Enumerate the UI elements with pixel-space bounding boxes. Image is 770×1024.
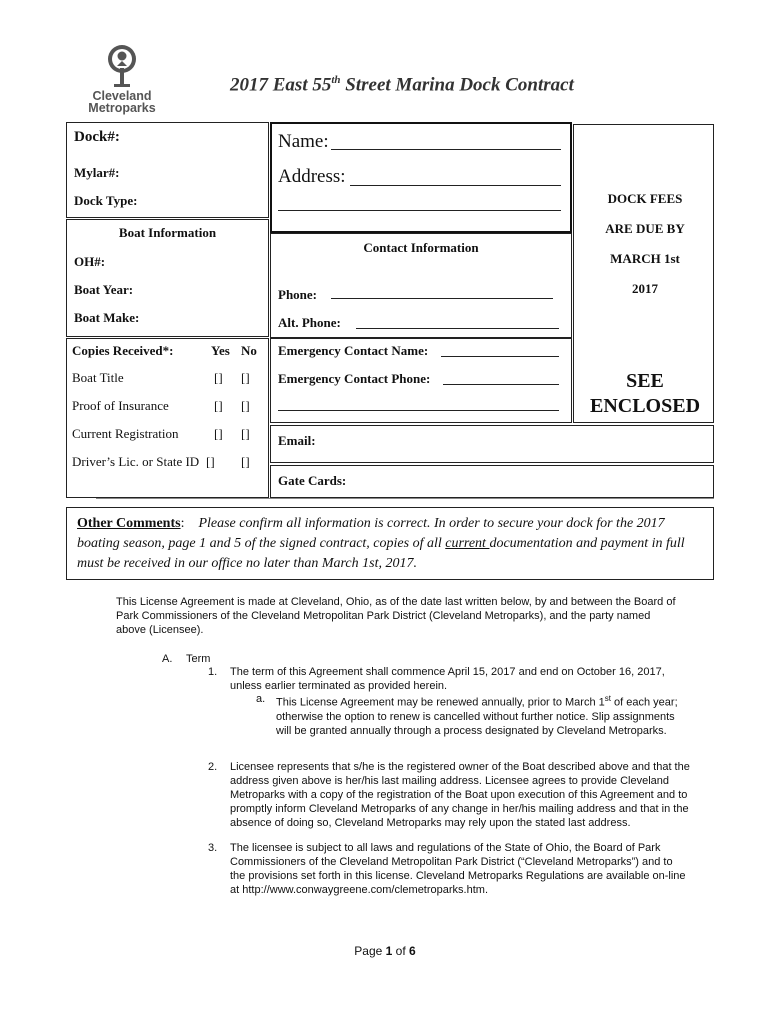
no-column-header: No: [241, 343, 257, 358]
copy-item-boat-title: Boat Title: [72, 370, 124, 385]
gate-cards-label: Gate Cards:: [278, 473, 347, 488]
yes-checkbox[interactable]: []: [214, 426, 223, 441]
copies-received-box: [66, 338, 269, 498]
other-comments-box: Other Comments: Please confirm all information is correct. In order to secure your dock for the 2017 boating season, page 1 and 5 of the signed contract, copies of all current documentation and payment in full must be received in our office no later than March 1st, 2017.: [66, 507, 714, 580]
item-1a-text: This License Agreement may be renewed annually, prior to March 1st of each year; otherwise the option to renew is cancelled without further notice. Slip assignments will be granted annually through a process designated by Cleveland Metroparks.: [276, 694, 678, 737]
emergency-contact-phone-label: Emergency Contact Phone:: [278, 371, 431, 386]
alt-phone-field[interactable]: [356, 328, 559, 329]
mylar-number-label: Mylar#:: [74, 165, 120, 180]
item-1-text: The term of this Agreement shall commence April 15, 2017 and end on October 16, 2017, unless earlier terminated as provided herein.: [230, 666, 665, 692]
yes-column-header: Yes: [211, 343, 230, 358]
phone-field[interactable]: [331, 298, 553, 299]
document-title: 2017 East 55th Street Marina Dock Contract: [230, 74, 574, 96]
other-comments-text: Please confirm all information is correct. In order to secure your dock for the 2017 boating season, page 1 and 5 of the signed contract, copies of all: [77, 516, 665, 551]
address-label: Address:: [278, 166, 346, 187]
email-label: Email:: [278, 433, 316, 448]
no-checkbox[interactable]: []: [241, 454, 250, 469]
divider: [96, 498, 714, 499]
tree-icon: [107, 44, 137, 88]
item-1-number: 1.: [208, 666, 218, 678]
emergency-contact-name-field[interactable]: [441, 356, 559, 357]
logo-word-1: Cleveland: [92, 89, 152, 103]
emergency-contact-name-label: Emergency Contact Name:: [278, 343, 429, 358]
yes-checkbox[interactable]: []: [214, 370, 223, 385]
boat-year-label: Boat Year:: [74, 282, 134, 297]
phone-label: Phone:: [278, 287, 317, 302]
address-field[interactable]: [350, 185, 561, 186]
address-field-line-2[interactable]: [278, 210, 561, 211]
email-box: [270, 425, 714, 463]
dock-number-label: Dock#:: [74, 129, 120, 145]
dock-type-label: Dock Type:: [74, 193, 138, 208]
dock-fees-year: 2017: [632, 281, 658, 296]
enclosed-label: ENCLOSED: [589, 395, 701, 417]
yes-checkbox[interactable]: []: [214, 398, 223, 413]
name-label: Name:: [278, 131, 329, 152]
item-1a-label: a.: [256, 693, 266, 705]
see-label: SEE: [626, 370, 664, 392]
no-checkbox[interactable]: []: [241, 370, 250, 385]
copy-item-drivers-license: Driver’s Lic. or State ID: [72, 454, 200, 469]
contact-info-heading: Contact Information: [363, 240, 479, 255]
no-checkbox[interactable]: []: [241, 426, 250, 441]
section-a-title: Term: [186, 653, 211, 665]
boat-make-label: Boat Make:: [74, 310, 140, 325]
item-2-text: Licensee represents that s/he is the registered owner of the Boat described above and that the address given above is her/his last mailing address. Licensee agrees to provide Cleveland Metroparks with a copy of the registration of the Boat upon execution of this Agreement and to promptly inform Cleveland Metroparks of any change in her/his mailing address and that in the absence of doing so, Cleveland Metroparks may rely upon the stated last address.: [230, 761, 690, 829]
item-3-number: 3.: [208, 842, 218, 854]
boat-info-heading: Boat Information: [118, 225, 217, 240]
dock-fees-line-2: ARE DUE BY: [605, 221, 685, 236]
yes-checkbox[interactable]: []: [206, 454, 215, 469]
emergency-contact-phone-field[interactable]: [443, 384, 559, 385]
dock-fees-line-3: MARCH 1st: [610, 251, 680, 266]
copy-item-current-registration: Current Registration: [72, 426, 179, 441]
section-a-label: A.: [162, 653, 173, 665]
copies-received-heading: Copies Received*:: [72, 343, 174, 358]
alt-phone-label: Alt. Phone:: [278, 315, 341, 330]
copy-item-proof-of-insurance: Proof of Insurance: [72, 398, 169, 413]
oh-number-label: OH#:: [74, 254, 106, 269]
dock-fees-line-1: DOCK FEES: [607, 191, 683, 206]
emergency-extra-field[interactable]: [278, 410, 559, 411]
no-checkbox[interactable]: []: [241, 398, 250, 413]
item-2-number: 2.: [208, 761, 218, 773]
agreement-intro: This License Agreement is made at Cleveland, Ohio, as of the date last written below, by and between the Board of Park Commissioners of the Cleveland Metropolitan Park District (Cleveland Metroparks), and the party named above (Licensee).: [116, 596, 676, 636]
page-number: Page 1 of 6: [354, 944, 416, 958]
name-field[interactable]: [331, 149, 561, 150]
item-3-text: The licensee is subject to all laws and regulations of the State of Ohio, the Board of Park Commissioners of the Cleveland Metropolitan Park District (“Cleveland Metroparks”) and to the provisions set forth in this license. Cleveland Metroparks Regulations are available on-line at http://www.conwaygreene.com/clemetroparks.htm.: [230, 842, 686, 896]
other-comments-label: Other Comments: [77, 516, 181, 531]
logo-word-2: Metroparks: [88, 101, 156, 115]
cleveland-metroparks-logo: [80, 44, 164, 118]
